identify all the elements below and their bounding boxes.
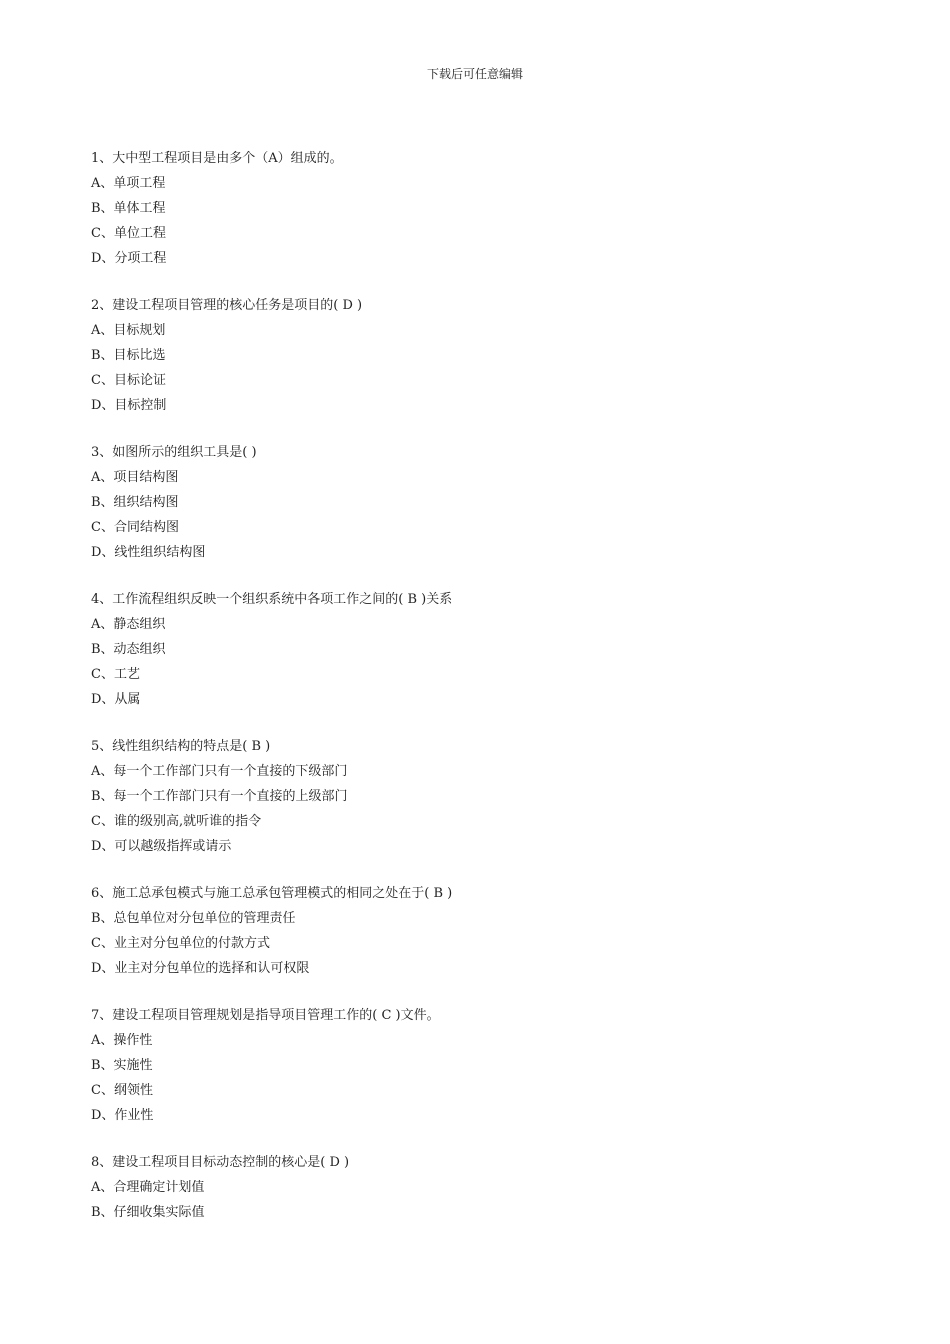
question-stem: 5、线性组织结构的特点是( B ) — [91, 739, 271, 754]
option-b: B、单体工程 — [91, 201, 166, 216]
option-b: B、仔细收集实际值 — [91, 1205, 205, 1220]
option-d: D、作业性 — [91, 1108, 154, 1123]
question-list — [91, 146, 871, 1247]
option-c: C、单位工程 — [91, 226, 166, 241]
option-d: D、线性组织结构图 — [91, 545, 206, 560]
question-stem: 2、建设工程项目管理的核心任务是项目的( D ) — [91, 298, 363, 313]
option-d: D、目标控制 — [91, 398, 167, 413]
question-stem: 7、建设工程项目管理规划是指导项目管理工作的( C )文件。 — [91, 1008, 440, 1023]
question-3 — [91, 440, 871, 565]
question-1 — [91, 146, 871, 271]
option-a: A、目标规划 — [91, 323, 166, 338]
option-a: A、静态组织 — [91, 617, 166, 632]
page-header: 下载后可任意编辑 — [426, 67, 523, 81]
option-b: B、目标比选 — [91, 348, 166, 363]
option-c: C、目标论证 — [91, 373, 166, 388]
option-b: B、动态组织 — [91, 642, 166, 657]
option-c: C、合同结构图 — [91, 520, 179, 535]
option-a: A、合理确定计划值 — [91, 1180, 205, 1195]
option-c: C、纲领性 — [91, 1083, 153, 1098]
option-d: D、从属 — [91, 692, 141, 707]
question-4 — [91, 587, 871, 712]
option-c: C、谁的级别高,就听谁的指令 — [91, 814, 262, 829]
question-stem: 3、如图所示的组织工具是( ) — [91, 445, 257, 460]
option-b: B、组织结构图 — [91, 495, 179, 510]
question-2 — [91, 293, 871, 418]
option-d: D、可以越级指挥或请示 — [91, 839, 232, 854]
question-8 — [91, 1150, 871, 1225]
option-d: D、业主对分包单位的选择和认可权限 — [91, 961, 310, 976]
question-5 — [91, 734, 871, 859]
question-stem: 8、建设工程项目目标动态控制的核心是( D ) — [91, 1155, 350, 1170]
option-a: A、操作性 — [91, 1033, 153, 1048]
option-a: A、单项工程 — [91, 176, 166, 191]
option-b: B、总包单位对分包单位的管理责任 — [91, 911, 296, 926]
option-a: A、项目结构图 — [91, 470, 179, 485]
option-b: B、每一个工作部门只有一个直接的上级部门 — [91, 789, 348, 804]
question-stem: 6、施工总承包模式与施工总承包管理模式的相同之处在于( B ) — [91, 886, 453, 901]
question-6 — [91, 881, 871, 981]
option-d: D、分项工程 — [91, 251, 167, 266]
option-a: A、每一个工作部门只有一个直接的下级部门 — [91, 764, 348, 779]
question-7 — [91, 1003, 871, 1128]
option-c: C、工艺 — [91, 667, 140, 682]
option-c: C、业主对分包单位的付款方式 — [91, 936, 270, 951]
question-stem: 1、大中型工程项目是由多个（A）组成的。 — [91, 151, 343, 166]
option-b: B、实施性 — [91, 1058, 153, 1073]
question-stem: 4、工作流程组织反映一个组织系统中各项工作之间的( B )关系 — [91, 592, 453, 607]
